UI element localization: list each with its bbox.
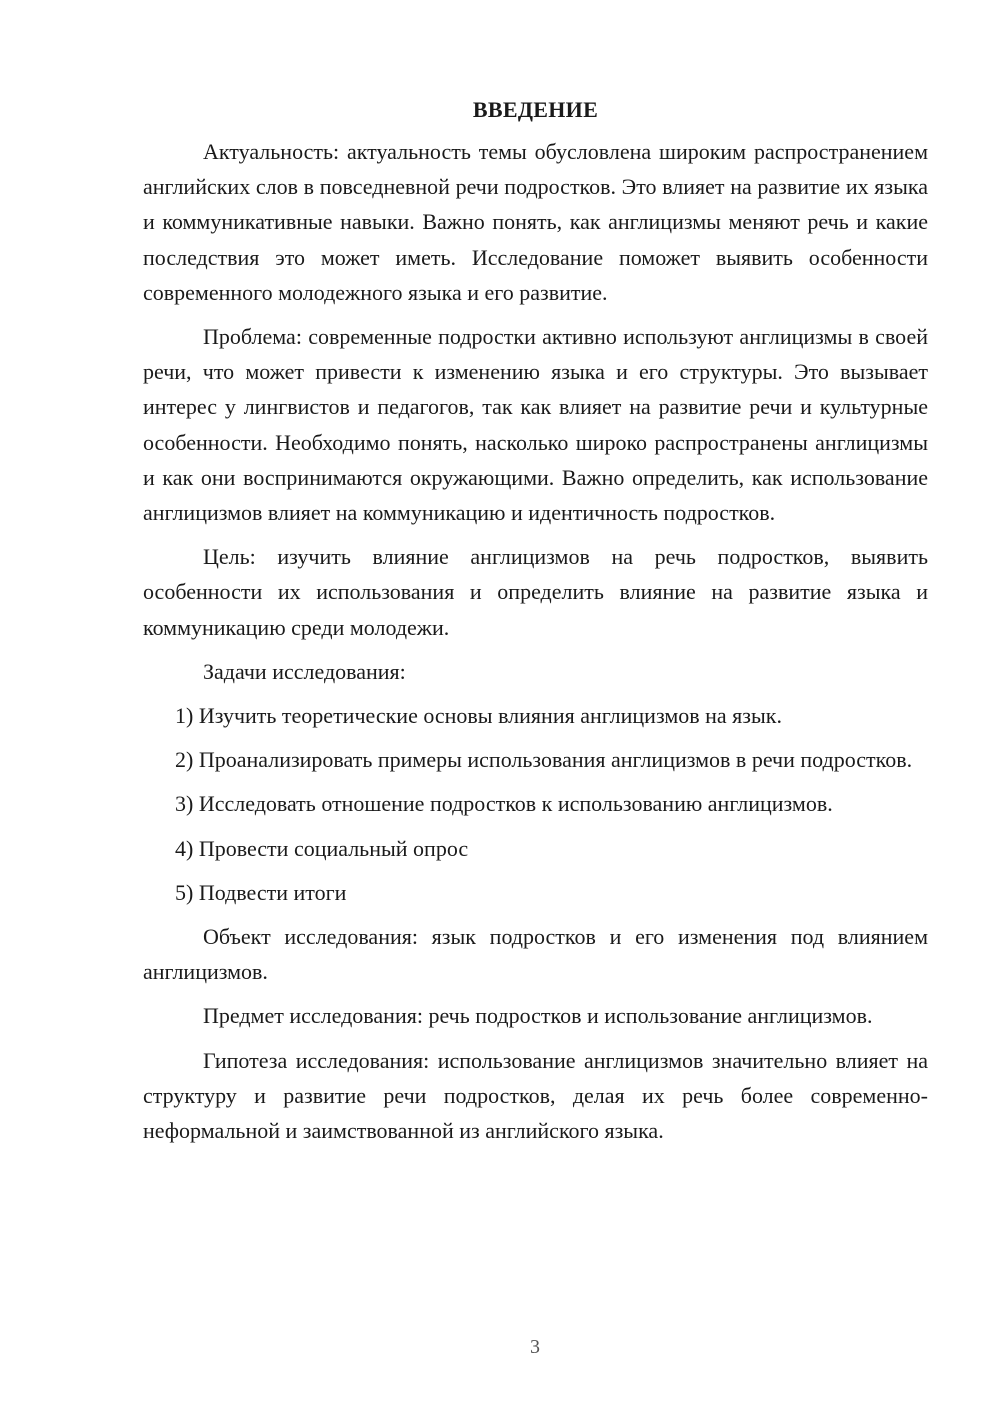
relevance-paragraph: Актуальность: актуальность темы обусловлена широким распространением английских слов в повседневной речи подростков. Это влияет на развитие их языка и коммуникативные навыки. Важно понять, как англицизмы меняют речь и какие последствия это может иметь. Исследование поможет выявить особенности современного молодежного языка и его развитие. xyxy=(143,139,928,305)
task-item-2: 2) Проанализировать примеры использования англицизмов в речи подростков. xyxy=(175,747,913,773)
tasks-title: Задачи исследования: xyxy=(203,658,406,684)
object-paragraph: Объект исследования: язык подростков и его изменения под влиянием англицизмов. xyxy=(143,924,928,985)
task-item-1: 1) Изучить теоретические основы влияния англицизмов на язык. xyxy=(175,703,782,729)
problem-paragraph: Проблема: современные подростки активно используют англицизмы в своей речи, что может привести к изменению языка и его структуры. Это вызывает интерес у лингвистов и педагогов, так как влияет на развитие речи и культурные особенности. Необходимо понять, насколько широко распространены англицизмы и как они воспринимаются окружающими. Важно определить, как использование англицизмов влияет на коммуникацию и идентичность подростков. xyxy=(143,324,928,526)
goal-paragraph: Цель: изучить влияние англицизмов на речь подростков, выявить особенности их использования и определить влияние на развитие языка и коммуникацию среди молодежи. xyxy=(143,544,928,640)
page-content xyxy=(143,94,928,1157)
subject-paragraph: Предмет исследования: речь подростков и использование англицизмов. xyxy=(203,1003,873,1029)
page-number: 3 xyxy=(530,1336,540,1358)
page-heading: ВВЕДЕНИЕ xyxy=(472,97,599,122)
hypothesis-paragraph: Гипотеза исследования: использование англицизмов значительно влияет на структуру и развитие речи подростков, делая их речь более современно-неформальной и заимствованной из английского языка. xyxy=(143,1047,928,1144)
task-item-4: 4) Провести социальный опрос xyxy=(175,835,469,861)
task-item-3: 3) Исследовать отношение подростков к использованию англицизмов. xyxy=(175,791,833,817)
task-item-5: 5) Подвести итоги xyxy=(175,879,347,905)
